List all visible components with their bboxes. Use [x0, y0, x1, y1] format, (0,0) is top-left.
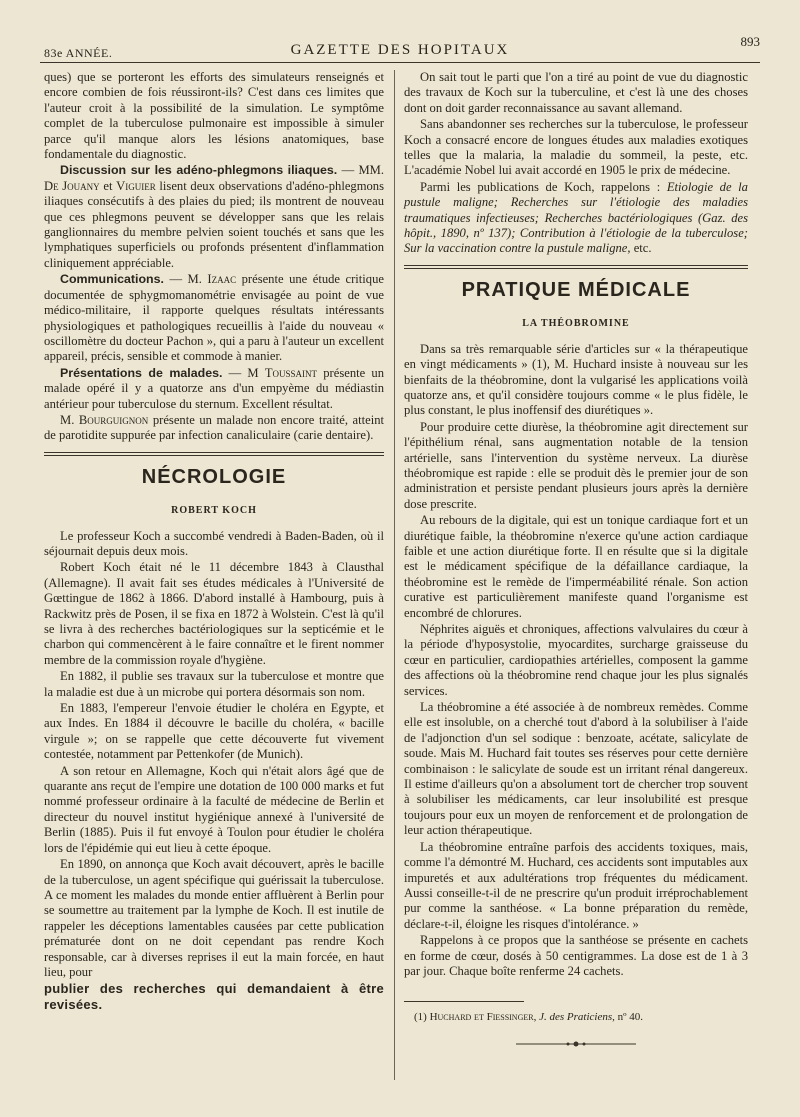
journal-title: GAZETTE DES HOPITAUX — [290, 42, 510, 58]
paragraph: Le professeur Koch a succombé vendredi à Baden-Baden, où il séjournait depuis deux mois. — [44, 528, 384, 558]
footnote-rule — [404, 1001, 524, 1002]
footnote-journal: J. des Praticiens — [539, 1011, 613, 1024]
ornament-rule-icon — [516, 1040, 636, 1048]
paragraph: Présentations de malades. — M Toussaint présente un malade opéré il y a quatorze ans d'un empyème du médiastin antérieur pour tuberculose du sternum. Excellent résultat. — [44, 365, 384, 411]
header-rule — [40, 62, 760, 63]
article-title-theobromine: LA THÉOBROMINE — [522, 318, 630, 330]
paragraph: A son retour en Allemagne, Koch qui n'était alors âgé que de quarante ans reçut de l'empire une dotation de 100 000 marks et fut nommé professeur ordinaire à la faculté de médecine de Berlin et directeur du nouvel institut hygiénique annexé à l'université de Berlin (1885). Puis il fut envoyé à Toulon pour étudier le choléra lors de l'épidémie qui eut lieu à cette époque. — [44, 763, 384, 855]
right-column — [404, 70, 748, 1053]
section-title-pratique: PRATIQUE MÉDICALE — [461, 278, 691, 301]
left-column — [44, 70, 384, 1013]
section-rule — [404, 265, 748, 269]
page-number: 893 — [740, 34, 760, 49]
paragraph: Communications. — M. Izaac présente une étude critique documentée de sphygmomanométrie envisagée au point de vue médico-militaire, il rapporte quelques résultats intéressants physiologiques et pathologiques recueillis à l'aide du nouveau « oscillomètre du docteur Pachon », qui a paru à l'auteur un excellent appareil, précis, sensible et commode à manier. — [44, 272, 384, 364]
author-name: Viguier — [116, 178, 156, 193]
run-in-heading: Présentations de malades. — [60, 365, 223, 380]
paragraph: Dans sa très remarquable série d'articles sur « la thérapeutique en vingt médicaments » (1), M. Huchard insiste à nouveau sur les bienfaits de la théobromine, dont la vulgarisé les applications voilà quatorze ans, et qu'il considère toujours comme « le plus fidèle, le plus constant, le plus inoffensif des diurétiques ». — [404, 341, 748, 418]
section-title-necrologie: NÉCROLOGIE — [141, 465, 287, 488]
paragraph: La théobromine a été associée à de nombreux remèdes. Comme elle est insoluble, on a cherché tout d'abord à la solubiliser à l'aide de l'adjonction d'un sel sodique : benzoate, acétate, salicylate de soude. Mais M. Huchard fait toutes ses réserves pour cette dernière combinaison : le salicylate de soude est un irritant rénal dangereux. Il estime d'ailleurs qu'on a absolument tort de chercher trop souvent à solubiliser les médicaments, car leur insolubilité est presque toujours pour eux un moyen de renforcement et de prolongation de leur action thérapeutique. — [404, 700, 748, 838]
paragraph: Pour produire cette diurèse, la théobromine agit directement sur l'épithélium rénal, sans augmentation notable de la tension artérielle, sans l'intervention du système nerveux. La diurèse théobromique est rapide : elle se produit dès le premier jour de son administration et persiste pendant plusieurs jours après la dernière dose prescrite. — [404, 419, 748, 511]
paragraph: ques) que se porteront les efforts des simulateurs renseignés et encore combien de fois réussiront-ils? C'est dans ces limites que l'auteur croit à la possibilité de la simulation. Le symptôme complet de la tuberculose pulmonaire est impossible à simuler parce qu'il manque alors les lésions anatomiques, base fondamentale du diagnostic. — [44, 70, 384, 162]
paragraph: Parmi les publications de Koch, rappelons : Etiologie de la pustule maligne; Recherches sur l'étiologie des maladies traumatiques infectieuses; Recherches bactériologiques (Gaz. des hôpit., 1890, nº 137); Contribution à l'étiologie de la tuberculose; Sur la vaccination contre la pustule maligne, etc. — [404, 179, 748, 256]
paragraph: Rappelons à ce propos que la santhéose se présente en cachets en forme de cœur, dosés à 50 centigrammes. La dose est de 1 à 3 par jour. Chaque boîte renferme 24 cachets. — [404, 933, 748, 978]
author-name: Toussaint — [264, 365, 318, 380]
paragraph: On sait tout le parti que l'on a tiré au point de vue du diagnostic des travaux de Koch sur la tuberculine, et c'est là une des choses dont on doit garder reconnaissance au savant allemand. — [404, 70, 748, 115]
paragraph: Discussion sur les adéno-phlegmons iliaques. — MM. De Jouany et Viguier lisent deux observations d'adéno-phlegmons iliaques consécutifs à des plaies du pied; ils montrent de nouveau que ces phlegmons peuvent se développer sans que les relais ganglionnaires du membre pelvien soient touchés et sans que les lymphatiques superficiels ou profonds présentent d'inflammation cliniquement appréciable. — [44, 163, 385, 270]
footnote-authors: Huchard et Fiessinger, — [429, 1011, 540, 1024]
author-name: De Jouany — [44, 178, 100, 193]
year-label: 83e ANNÉE. — [44, 46, 113, 60]
paragraph: Robert Koch était né le 11 décembre 1843 à Clausthal (Allemagne). Il avait fait ses études médicales à l'Université de Gœttingue de 1862 à 1866. D'abord installé à Hambourg, puis à Rackwitz près de Posen, il se fixa en 1872 à Wolstein. C'est là qu'il se livra à des recherches bactériologiques sur la septicémie et le charbon qui commencèrent à le faire connaître et le firent nommer membre de la commission royale d'hygiène. — [44, 560, 384, 667]
end-ornament — [404, 1038, 748, 1053]
paragraph: En 1883, l'empereur l'envoie étudier le choléra en Egypte, et aux Indes. En 1884 il découvre le bacille du choléra, « bacille virgule »; on se rappelle que cette découverte fut vivement contestée, notamment par Pettenkofer (de Munich). — [44, 701, 384, 762]
paragraph: La théobromine entraîne parfois des accidents toxiques, mais, comme l'a démontré M. Huchard, ces accidents sont imputables aux impuretés et aux adultérations trop fréquentes du médicament. Aussi conseille-t-il de ne prescrire qu'un produit irréprochablement pur comme la santhéose. « La bonne préparation du remède, déclare-t-il, éloigne les risques d'intolérance. » — [404, 839, 748, 931]
paragraph: Au rebours de la digitale, qui est un tonique cardiaque fort et un diurétique faible, la théobromine n'exerce qu'une action cardiaque faible et une action diurétique forte. Il en résulte que si la digitale est le médicament spécifique de la défaillance cardiaque, la théobromine est le remède de l'imperméabilité rénale. Son action curative est particulièrement manifeste quand l'organisme est encombré de chlorures. — [404, 513, 748, 620]
section-rule — [44, 452, 384, 456]
paragraph-last-line: publier des recherches qui demandaient à être revisées. — [44, 981, 384, 1012]
column-divider — [394, 70, 395, 1080]
paragraph: En 1882, il publie ses travaux sur la tuberculose et montre que la maladie est due à un microbe qui portera désormais son nom. — [44, 669, 384, 699]
article-title-koch: ROBERT KOCH — [171, 505, 257, 517]
page-header — [40, 30, 760, 60]
paragraph: Sans abandonner ses recherches sur la tuberculose, le professeur Koch a consacré encore de longues études aux maladies exotiques telles que la malaria, la maladie du sommeil, la peste, etc. L'académie Nobel lui avait accordé en 1905 le prix de médecine. — [404, 117, 748, 178]
author-name: M. Bourguignon — [60, 412, 149, 427]
paragraph: En 1890, on annonça que Koch avait découvert, après le bacille de la tuberculose, un agent spécifique qui guérissait la tuberculose. A ce moment les malades du monde entier affluèrent à Berlin pour se soumettre au traitement par la lymphe de Koch. Il est inutile de rappeler les déceptions lamentables causées par cette publication prématurée dont on ne doit cependant pas rendre Koch responsable, car à diverses reprises il eut la main forcée, en haut lieu, pour — [44, 857, 384, 979]
paragraph: Néphrites aiguës et chroniques, affections valvulaires du cœur à la période d'hyposystolie, myocardites, surcharge graisseuse du cœur en particulier, cardiopathies artérielles, composent la gamme des affections où la théobromine rend chaque jour les plus signalés services. — [404, 622, 748, 698]
footnote: (1) Huchard et Fiessinger, J. des Praticiens, nº 40. — [414, 1011, 644, 1024]
run-in-heading: Communications. — [60, 272, 164, 287]
publication-list: Etiologie de la pustule maligne; Recherches sur l'étiologie des maladies traumatiques infectieuses; Recherches bactériologiques (Gaz. des hôpit., 1890, nº 137); Contribution à l'étiologie de la tuberculose; Sur la vaccination contre la pustule maligne — [404, 179, 748, 256]
paragraph: M. Bourguignon présente un malade non encore traité, atteint de parotidite suppurée par infection canaliculaire (carie dentaire). — [44, 412, 384, 443]
author-name: Izaac — [207, 272, 237, 287]
run-in-heading: Discussion sur les adéno-phlegmons iliaques. — [60, 163, 338, 178]
